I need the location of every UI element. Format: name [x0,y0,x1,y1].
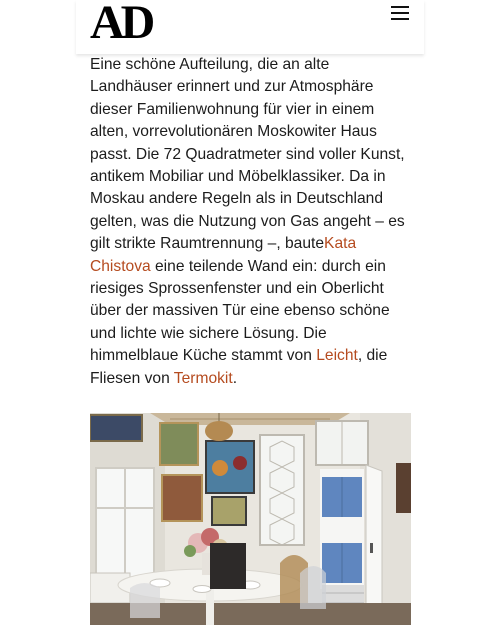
hamburger-menu-icon[interactable] [391,6,409,20]
link-termokit[interactable]: Termokit [173,369,233,387]
menu-bar-middle [391,12,409,14]
article-text-2: eine teilende Wand ein: durch ein riesiges Sprossenfenster und ein Oberlicht über der massiven Tür eine ebenso schöne und lichte wie sichere Lösung. Die himmelblaue Küche stammt von [90,257,390,365]
ad-logo[interactable]: AD [90,0,152,49]
article-paragraph [90,54,415,390]
link-leicht[interactable]: Leicht [316,347,358,365]
menu-bar-top [391,6,409,8]
article-text-1: Eine schöne Aufteilung, die an alte Landhäuser erinnert und zur Atmosphäre dieser Familienwohnung für vier in einem alten, vorrevolutionären Moskowiter Haus passt. Die 72 Quadratmeter sind voller Kunst, antikem Mobiliar und Möbelklassiker. Da in Moskau andere Regeln als in Deutschland gelten, was die Nutzung von Gas angeht – es gilt strikte Raumtrennung –, baute [90,56,405,253]
menu-bar-bottom [391,18,409,20]
site-header [76,0,424,54]
article-text-3: , die Fliesen von [90,347,388,387]
article-text-4: . [232,369,238,387]
link-kata-chistova[interactable]: Kata Chistova [90,235,357,275]
article-photo-dining-room [90,413,411,625]
